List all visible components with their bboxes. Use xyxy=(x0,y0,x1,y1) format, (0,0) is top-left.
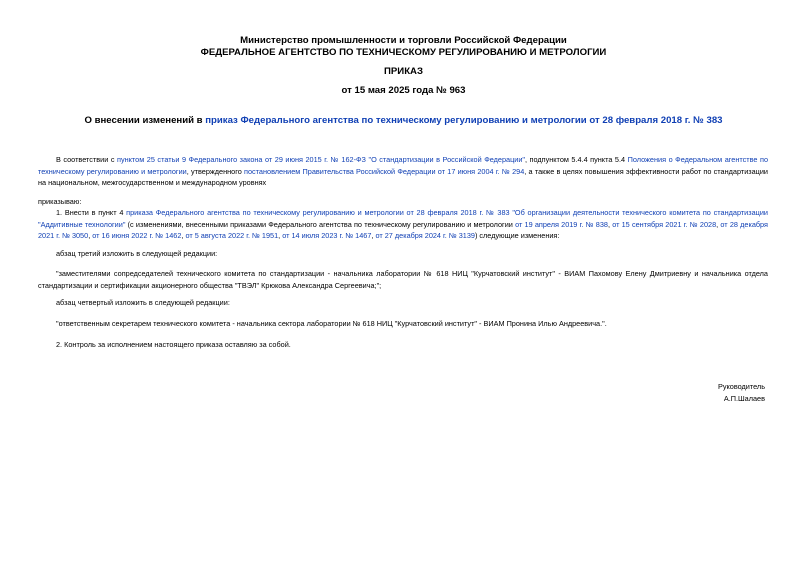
federal-law-link[interactable]: пунктом 25 статьи 9 Федерального закона от 29 июня 2015 г. № 162-ФЗ "О стандартизации в Российской Федерации" xyxy=(117,155,525,164)
preamble-text-3: , утвержденного xyxy=(186,166,245,176)
subject-prefix: О внесении изменений в xyxy=(84,115,206,126)
paragraph-3-instruction: абзац третий изложить в следующей редакции: xyxy=(56,249,218,258)
subject-order-link[interactable]: приказ Федерального агентства по техническому регулированию и метрологии от 28 февраля 2018 г. № 383 xyxy=(205,115,723,126)
clause-1-text-1: 1. Внести в пункт 4 xyxy=(56,208,127,217)
document-date-number: от 15 мая 2025 года № 963 xyxy=(341,85,466,96)
preamble-paragraph xyxy=(38,154,768,189)
agency-regulation-link[interactable]: Положения о Федеральном агентстве по техническому регулированию и метрологии xyxy=(38,155,769,176)
clause-1-text-2: (с изменениями, внесенными приказами Федерального агентства по техническому регулированию и метрологии xyxy=(125,219,516,229)
amendment-link-2019[interactable]: от 19 апреля 2019 г. № 838 xyxy=(515,219,608,229)
amendment-link-2021-sep[interactable]: от 15 сентября 2021 г. № 2028 xyxy=(612,219,717,229)
paragraph-3-new-text: "заместителями сопредседателей технического комитета по стандартизации - начальника лаборатории № 618 НИЦ "Курчатовский институт" - ВИАМ Пахомову Елену Дмитриевну и начальника отдела стандартизации и сертификации акционерного общества "ТВЭЛ" Крюкова Александра Сергеевича;"; xyxy=(38,269,768,290)
amendment-link-2022-jun[interactable]: от 16 июня 2022 г. № 1462 xyxy=(92,231,182,241)
clause-1-separator: , xyxy=(716,219,721,229)
clause-1-separator: , xyxy=(607,219,613,229)
clause-1-text-end: ) следующие изменения: xyxy=(474,231,560,241)
preamble-text-1: В соответствии с xyxy=(56,155,118,164)
agency-title: ФЕДЕРАЛЬНОЕ АГЕНТСТВО ПО ТЕХНИЧЕСКОМУ РЕГУЛИРОВАНИЮ И МЕТРОЛОГИИ xyxy=(200,47,607,58)
amendment-link-2022-aug[interactable]: от 5 августа 2022 г. № 1951 xyxy=(185,231,279,241)
signatory-name: А.П.Шалаев xyxy=(723,394,765,403)
preamble-text-2: , подпунктом 5.4.4 пункта 5.4 xyxy=(525,155,628,164)
signatory-position: Руководитель xyxy=(717,382,765,391)
clause-1-paragraph xyxy=(38,207,768,242)
amendment-link-2024[interactable]: от 27 декабря 2024 г. № 3139 xyxy=(375,231,475,241)
amendment-link-2021-dec[interactable]: от 28 декабря 2021 г. № 3050 xyxy=(38,219,768,241)
preamble-text-4: , а также в целях повышения эффективности работ по стандартизации на национальном, межгосударственном и международном уровнях xyxy=(38,166,769,188)
order-383-link[interactable]: приказа Федерального агентства по техническому регулированию и метрологии от 28 февраля 2018 г. № 383 "Об организации деятельности технического комитета по стандартизации "Аддитивные технологии" xyxy=(38,208,768,229)
clause-1-separator: , xyxy=(278,231,283,241)
clause-1-separator: , xyxy=(88,231,93,241)
clause-1-separator: , xyxy=(181,231,186,241)
clause-2-paragraph: 2. Контроль за исполнением настоящего приказа оставляю за собой. xyxy=(56,340,291,349)
ministry-title: Министерство промышленности и торговли Российской Федерации xyxy=(240,35,567,46)
order-word: приказываю: xyxy=(38,197,82,206)
government-decree-link[interactable]: постановлением Правительства Российской Федерации от 17 июня 2004 г. № 294 xyxy=(244,166,525,176)
clause-1-separator: , xyxy=(371,231,376,241)
document-subject xyxy=(0,115,807,126)
document-type: ПРИКАЗ xyxy=(384,66,423,77)
paragraph-4-new-text: "ответственным секретарем технического комитета - начальника сектора лаборатории № 618 НИЦ "Курчатовский институт" - ВИАМ Пронина Илью Андреевича.". xyxy=(56,319,607,328)
amendment-link-2023[interactable]: от 14 июля 2023 г. № 1467 xyxy=(282,231,372,241)
paragraph-4-instruction: абзац четвертый изложить в следующей редакции: xyxy=(56,298,230,307)
